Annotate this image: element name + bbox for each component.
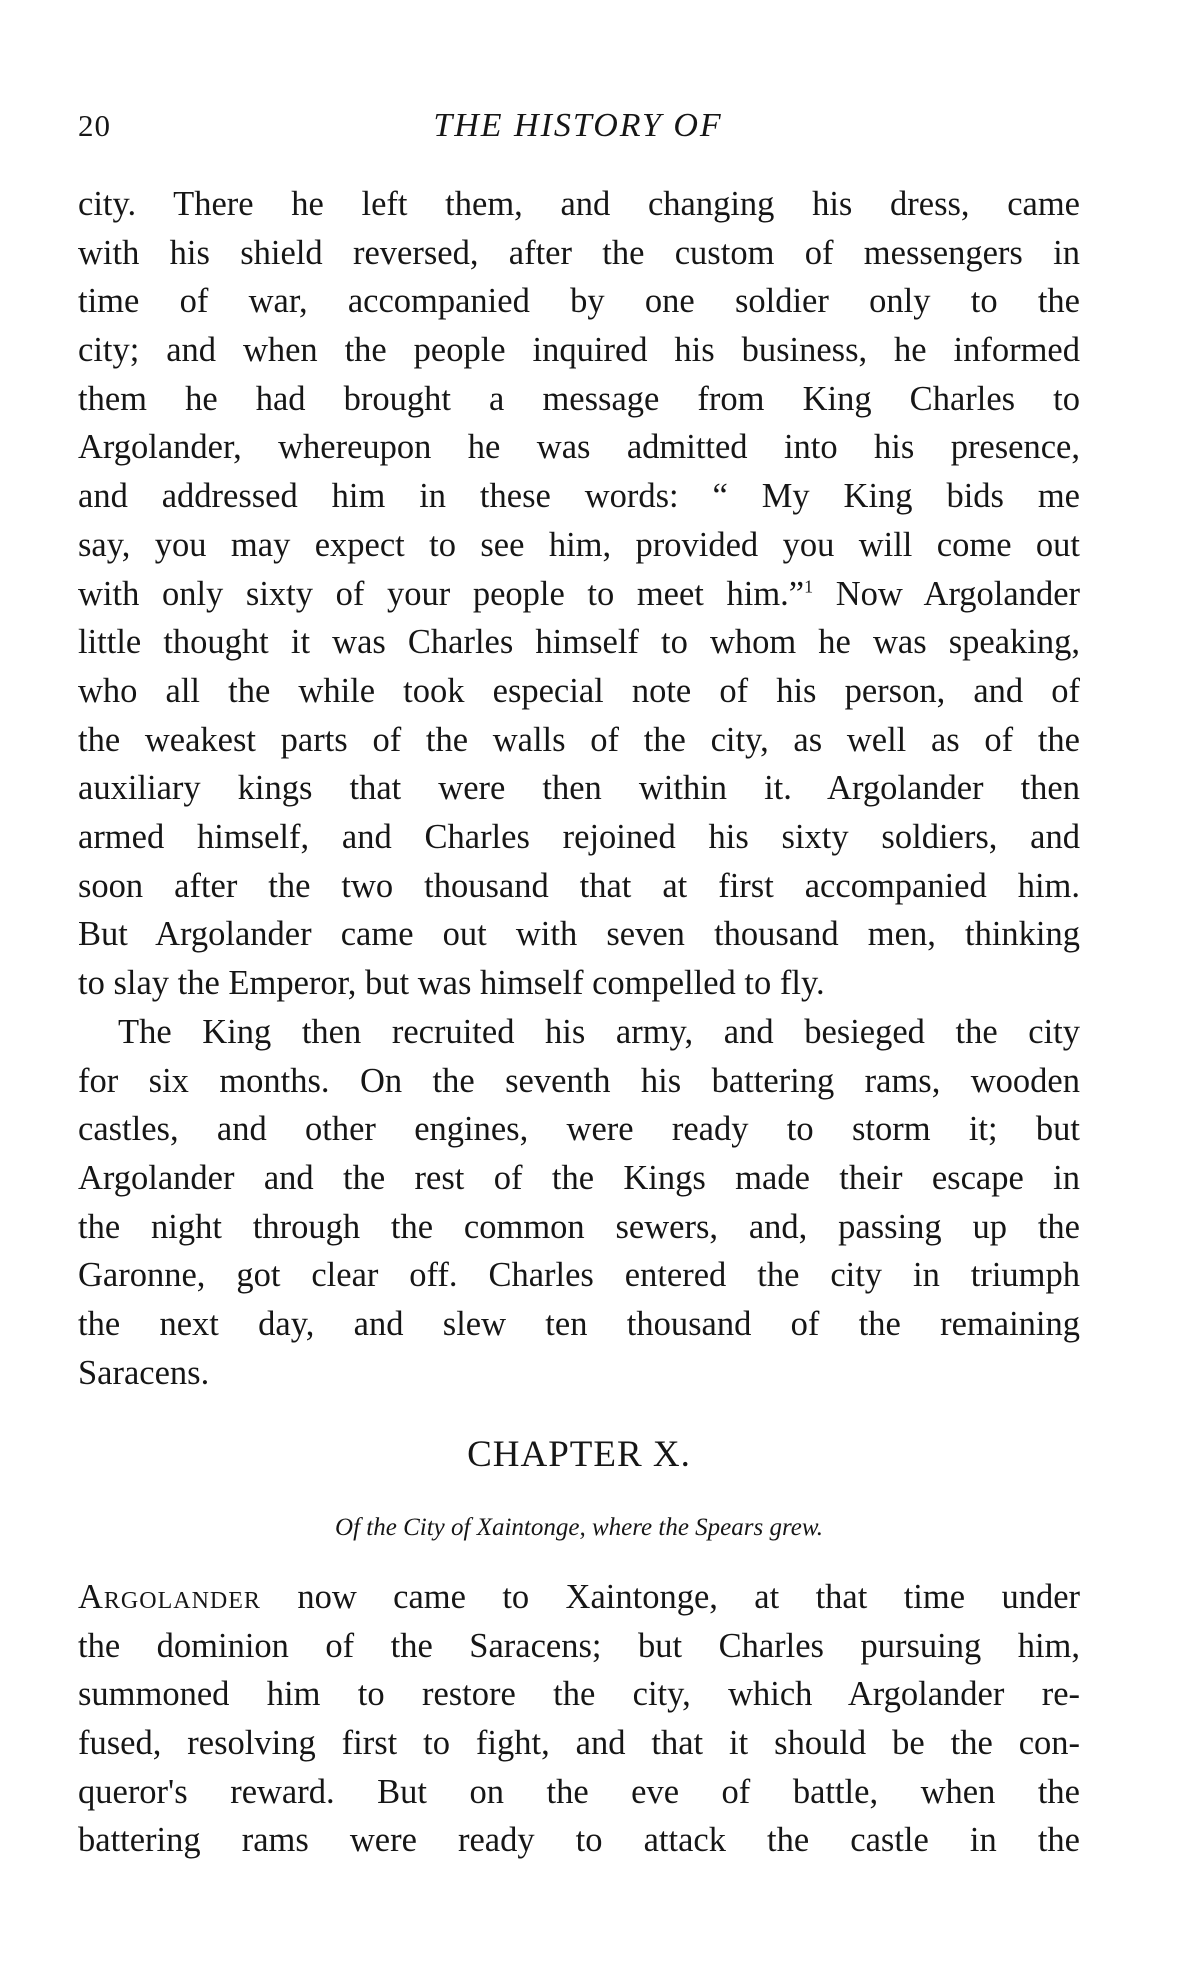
text-line: Garonne, got clear off. Charles entered the city in triumph: [78, 1256, 1080, 1295]
text-line-with-footnote: [78, 570, 1080, 619]
text-line: castles, and other engines, were ready to storm it; but: [78, 1110, 1080, 1149]
paragraph-2: [78, 1008, 1080, 1398]
text-line: time of war, accompanied by one soldier only to the: [78, 282, 1080, 321]
text-line: the next day, and slew ten thousand of the remaining: [78, 1305, 1080, 1344]
text-line: summoned him to restore the city, which Argolander re-: [78, 1675, 1080, 1714]
text-segment: with only sixty of your people to meet him.”: [78, 574, 805, 613]
text-line: to slay the Emperor, but was himself compelled to fly.: [78, 964, 825, 1002]
text-line: the weakest parts of the walls of the city, as well as of the: [78, 720, 1080, 759]
paragraph-3: [78, 1573, 1080, 1865]
text-line: armed himself, and Charles rejoined his sixty soldiers, and: [78, 817, 1080, 856]
chapter-heading: CHAPTER X.: [467, 1434, 691, 1475]
text-line: The King then recruited his army, and besieged the city: [118, 1013, 1080, 1051]
text-line: Argolander and the rest of the Kings made their escape in: [78, 1159, 1080, 1198]
text-line: fused, resolving first to fight, and that it should be the con-: [78, 1724, 1080, 1763]
running-title: THE HISTORY OF: [433, 107, 723, 144]
text-line: Argolander, whereupon he was admitted into his presence,: [78, 428, 1080, 467]
text-line: city; and when the people inquired his business, he informed: [78, 331, 1080, 370]
text-segment: now came to Xaintonge, at that time under: [297, 1578, 1080, 1616]
text-line: the night through the common sewers, and, passing up the: [78, 1207, 1080, 1246]
text-line: queror's reward. But on the eve of battle, when the: [78, 1772, 1080, 1811]
text-line: them he had brought a message from King Charles to: [78, 379, 1080, 418]
text-line: little thought it was Charles himself to whom he was speaking,: [78, 623, 1080, 662]
page-number: 20: [78, 108, 111, 143]
text-line: who all the while took especial note of his person, and of: [78, 671, 1080, 710]
text-line: with his shield reversed, after the custom of messengers in: [78, 233, 1080, 272]
footnote-marker: 1: [804, 576, 814, 596]
text-line: city. There he left them, and changing his dress, came: [78, 185, 1080, 223]
opening-word: Argolander: [78, 1578, 261, 1616]
text-line: say, you may expect to see him, provided you will come out: [78, 525, 1080, 564]
text-line: battering rams were ready to attack the castle in the: [78, 1821, 1080, 1860]
text-line: auxiliary kings that were then within it. Argolander then: [78, 769, 1080, 808]
text-line-opening: [78, 1573, 1080, 1622]
running-head: [78, 104, 1078, 148]
text-segment: Now Argolander: [835, 574, 1081, 613]
text-line: the dominion of the Saracens; but Charles pursuing him,: [78, 1626, 1080, 1665]
text-line: Saracens.: [78, 1353, 210, 1392]
paragraph-1: [78, 180, 1080, 1008]
chapter-subtitle: Of the City of Xaintonge, where the Spears grew.: [335, 1514, 823, 1541]
text-line: for six months. On the seventh his battering rams, wooden: [78, 1061, 1080, 1100]
text-line: soon after the two thousand that at first accompanied him.: [78, 866, 1080, 905]
text-line: But Argolander came out with seven thousand men, thinking: [78, 915, 1080, 954]
text-line: and addressed him in these words: “ My King bids me: [78, 477, 1080, 516]
